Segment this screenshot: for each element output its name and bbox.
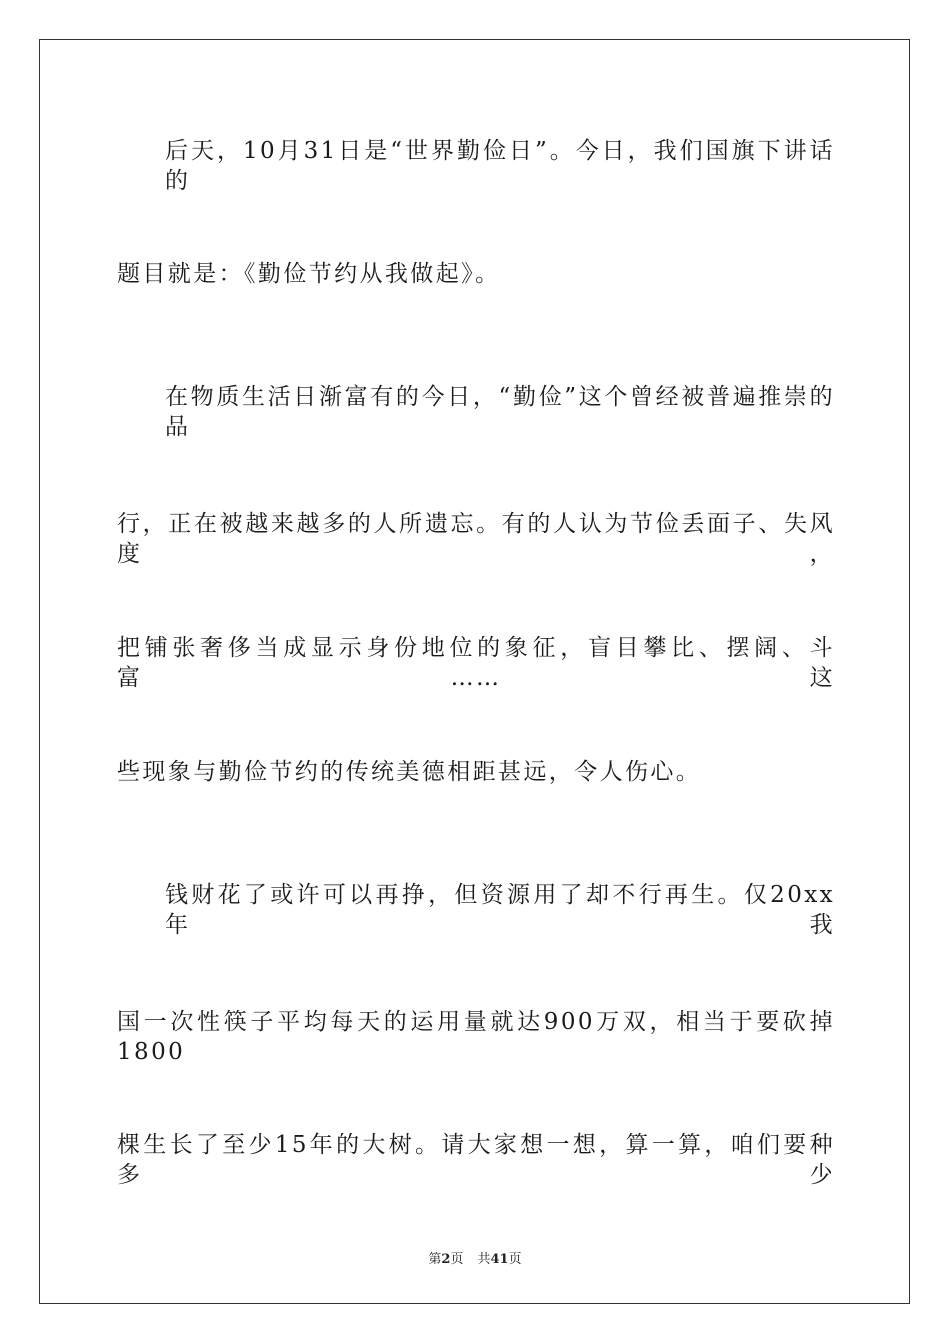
footer-page-prefix: 第 (428, 1252, 442, 1267)
footer-page-suffix: 页 (450, 1252, 464, 1267)
paragraph-2-line-2: 行，正在被越来越多的人所遗忘。有的人认为节俭丢面子、失风度， (117, 511, 835, 567)
paragraph-2-line-1: 在物质生活日渐富有的今日，“勤俭”这个曾经被普遍推崇的品 (165, 384, 835, 440)
footer-page-number: 2 (441, 1252, 451, 1267)
paragraph-1-line-2: 题目就是：《勤俭节约从我做起》。 (117, 261, 501, 287)
paragraph-3-line-3: 棵生长了至少15年的大树。请大家想一想，算一算，咱们要种多少 (117, 1132, 835, 1188)
page-footer (0, 1248, 950, 1267)
paragraph-1-line-1: 后天，10月31日是“世界勤俭日”。今日，我们国旗下讲话的 (165, 138, 835, 194)
paragraph-2-line-4: 些现象与勤俭节约的传统美德相距甚远，令人伤心。 (117, 759, 702, 785)
paragraph-3-line-2: 国一次性筷子平均每天的运用量就达900万双，相当于要砍掉1800 (117, 1009, 835, 1065)
paragraph-2-line-3: 把铺张奢侈当成显示身份地位的象征，盲目攀比、摆阔、斗富……这 (117, 635, 835, 691)
footer-total-prefix: 共 (477, 1252, 491, 1267)
footer-total-suffix: 页 (508, 1252, 522, 1267)
paragraph-3-line-1: 钱财花了或许可以再挣，但资源用了却不行再生。仅20xx年我 (165, 882, 835, 938)
footer-total-pages: 41 (490, 1252, 509, 1267)
